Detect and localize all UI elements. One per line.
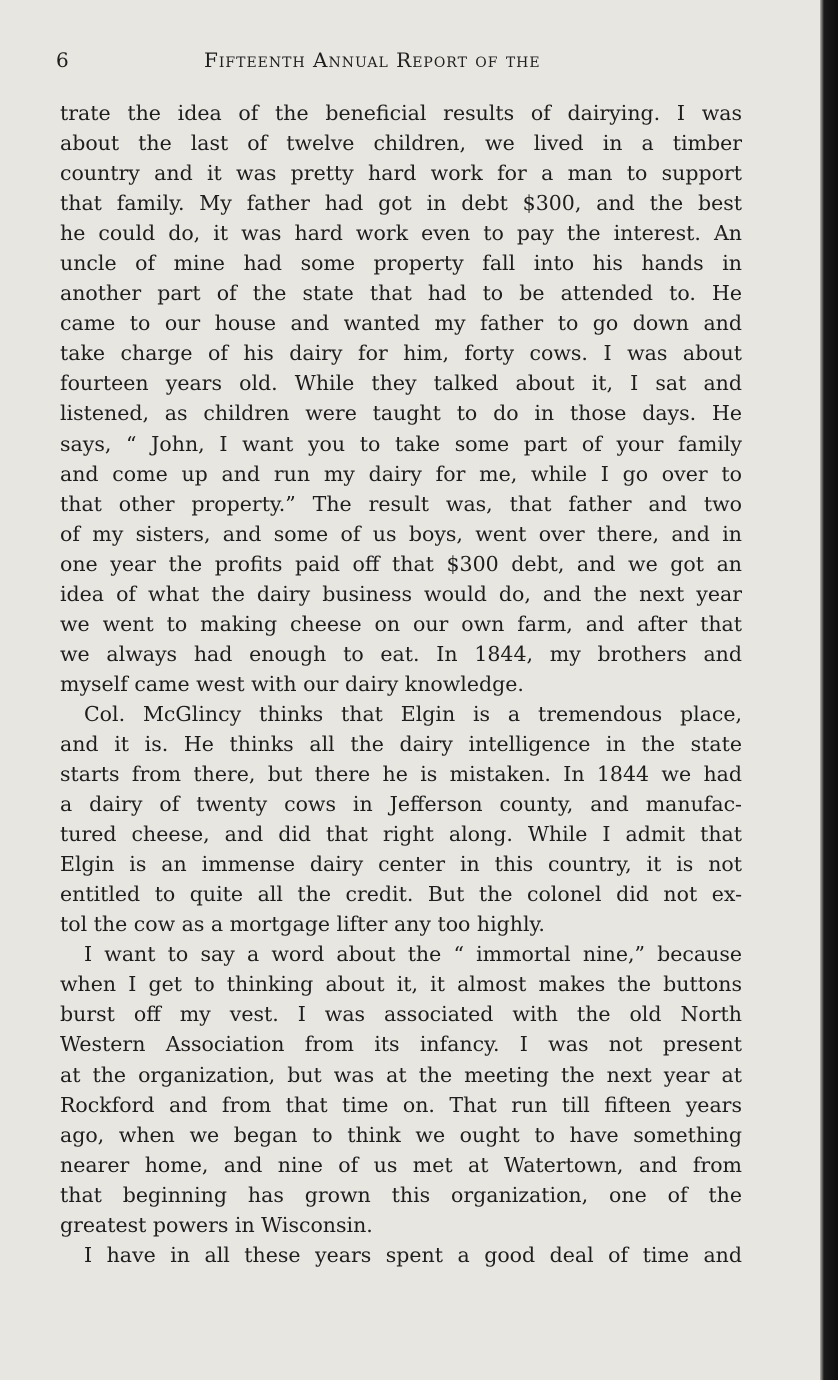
- text-line: listened, as children were taught to do in those days. He: [60, 401, 742, 426]
- text-line: we went to making cheese on our own farm, and after that: [60, 611, 742, 636]
- body-text: [60, 98, 742, 1270]
- text-line: came to our house and wanted my father to go down and: [60, 311, 742, 336]
- text-line: says, “ John, I want you to take some part of your family: [60, 431, 742, 456]
- text-line: trate the idea of the beneficial results of dairying. I was: [60, 101, 742, 125]
- text-line: that other property.” The result was, that father and two: [60, 491, 742, 516]
- text-line: ago, when we began to think we ought to have something: [60, 1122, 742, 1147]
- text-line: we always had enough to eat. In 1844, my brothers and: [60, 641, 742, 666]
- text-line: nearer home, and nine of us met at Watertown, and from: [60, 1152, 742, 1177]
- text-line: about the last of twelve children, we lived in a timber: [60, 131, 742, 156]
- text-line: I want to say a word about the “ immortal nine,” because: [84, 942, 742, 967]
- text-line: tol the cow as a mortgage lifter any too highly.: [60, 912, 545, 937]
- text-line: greatest powers in Wisconsin.: [60, 1212, 373, 1237]
- text-line: Rockford and from that time on. That run till fifteen years: [60, 1092, 742, 1117]
- text-line: he could do, it was hard work even to pay the interest. An: [60, 221, 742, 246]
- text-line: at the organization, but was at the meeting the next year at: [60, 1062, 742, 1087]
- text-line: one year the profits paid off that $300 debt, and we got an: [60, 551, 742, 576]
- text-line: burst off my vest. I was associated with the old North: [60, 1002, 742, 1027]
- text-line: take charge of his dairy for him, forty cows. I was about: [60, 341, 742, 366]
- text-line: a dairy of twenty cows in Jefferson county, and manufac-: [60, 792, 742, 817]
- text-line: entitled to quite all the credit. But the colonel did not ex-: [60, 882, 742, 907]
- text-line: that beginning has grown this organization, one of the: [60, 1182, 742, 1207]
- text-line: tured cheese, and did that right along. While I admit that: [60, 822, 742, 847]
- text-line: of my sisters, and some of us boys, went over there, and in: [60, 521, 742, 546]
- text-line: starts from there, but there he is mistaken. In 1844 we had: [60, 762, 742, 787]
- running-head: Fifteenth Annual Report of the: [204, 48, 541, 72]
- text-line: Col. McGlincy thinks that Elgin is a tremendous place,: [84, 701, 742, 726]
- text-line: myself came west with our dairy knowledge.: [60, 671, 524, 696]
- page-number: 6: [56, 48, 69, 72]
- text-line: I have in all these years spent a good deal of time and: [84, 1242, 742, 1267]
- text-line: Elgin is an immense dairy center in this country, it is not: [60, 852, 742, 877]
- text-line: fourteen years old. While they talked about it, I sat and: [60, 371, 742, 396]
- page-header: [56, 46, 746, 74]
- text-line: when I get to thinking about it, it almost makes the buttons: [60, 972, 742, 997]
- book-binding-edge: [820, 0, 838, 1380]
- text-line: that family. My father had got in debt $300, and the best: [60, 191, 742, 216]
- text-line: Western Association from its infancy. I was not present: [60, 1032, 742, 1057]
- text-line: country and it was pretty hard work for a man to support: [60, 161, 742, 186]
- text-line: and it is. He thinks all the dairy intelligence in the state: [60, 731, 742, 756]
- text-line: another part of the state that had to be attended to. He: [60, 281, 742, 306]
- text-line: idea of what the dairy business would do, and the next year: [60, 581, 742, 606]
- text-line: uncle of mine had some property fall into his hands in: [60, 251, 742, 276]
- text-line: and come up and run my dairy for me, while I go over to: [60, 461, 742, 486]
